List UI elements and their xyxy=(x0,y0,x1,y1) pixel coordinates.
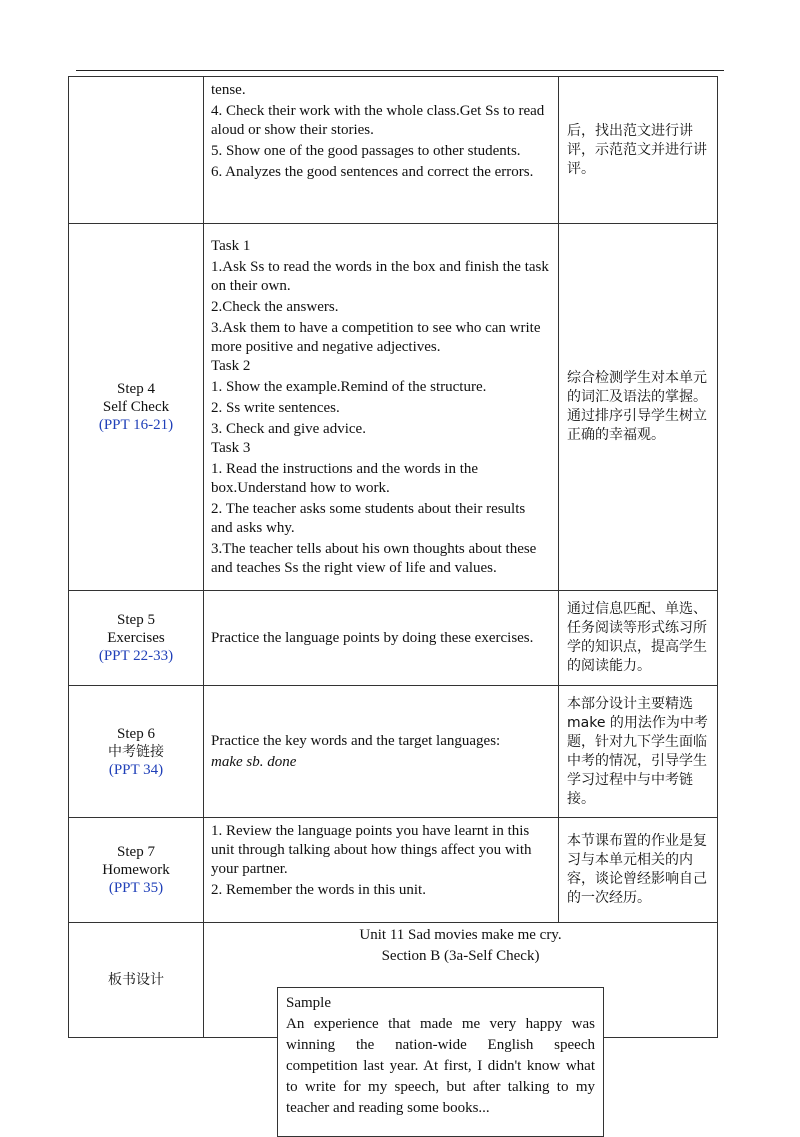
sample-text: An experience that made me very happy was winning the nation-wide English speech competition last year. At first, I didn't know what to write for my speech, but after talking to my teacher and reading some books... xyxy=(286,1016,595,1116)
board-label-cell xyxy=(69,923,204,1038)
step-cell xyxy=(69,224,204,591)
sample-heading: Sample xyxy=(286,995,331,1011)
process-line: 3. Check and give advice. xyxy=(211,420,366,437)
intent-cell: 通过信息匹配、单选、任务阅读等形式练习所学的知识点，提高学生的阅读能力。 xyxy=(559,591,718,686)
step-title: Step 4 xyxy=(117,381,155,397)
table-row-step-7 xyxy=(69,818,718,923)
step-subtitle: 中考链接 xyxy=(108,743,164,760)
task-heading: Task 3 xyxy=(211,439,251,456)
step-subtitle: Exercises xyxy=(107,630,165,646)
process-cell xyxy=(204,224,559,591)
process-line: 2. The teacher asks some students about their results and asks why. xyxy=(211,500,526,536)
table-row-continuation xyxy=(69,77,718,224)
intent-cell: 本部分设计主要精选 make 的用法作为中考题，针对九下学生面临中考的情况，引导学生学习过程中与中考链接。 xyxy=(559,686,718,818)
process-line: 1. Read the instructions and the words in the box.Understand how to work. xyxy=(211,460,479,496)
step-title: Step 5 xyxy=(117,612,155,628)
table-row-step-5 xyxy=(69,591,718,686)
process-cell xyxy=(204,77,559,224)
step-title: Step 6 xyxy=(117,725,155,742)
lesson-plan-table xyxy=(68,76,718,1038)
step-subtitle: Self Check xyxy=(102,399,170,415)
step-cell xyxy=(69,591,204,686)
process-line: tense. xyxy=(211,82,246,98)
step-cell xyxy=(69,818,204,923)
task-heading: Task 2 xyxy=(211,357,251,374)
process-cell xyxy=(204,686,559,818)
intent-cell: 综合检测学生对本单元的词汇及语法的掌握。通过排序引导学生树立正确的幸福观。 xyxy=(559,224,718,591)
step-ppt-range: (PPT 34) xyxy=(108,761,164,778)
process-line: Practice the key words and the target languages: xyxy=(211,732,501,749)
step-cell xyxy=(69,77,204,224)
table-row-step-4 xyxy=(69,224,718,591)
header-rule xyxy=(76,70,724,71)
process-line: 3.The teacher tells about his own thoughts about these and teaches Ss the right view of life and values. xyxy=(211,540,537,576)
board-title-line2: Section B (3a-Self Check) xyxy=(381,948,540,964)
process-line: 1. Show the example.Remind of the structure. xyxy=(211,378,487,395)
step-cell xyxy=(69,686,204,818)
table-row-step-6 xyxy=(69,686,718,818)
process-line: 5. Show one of the good passages to other students. xyxy=(211,143,521,159)
process-line: 1. Review the language points you have learnt in this unit through talking about how things affect you with your partner. xyxy=(211,823,532,877)
process-line: 3.Ask them to have a competition to see who can write more positive and negative adjectives. xyxy=(211,319,541,355)
process-line: 2. Remember the words in this unit. xyxy=(211,882,426,898)
process-line: 1.Ask Ss to read the words in the box and finish the task on their own. xyxy=(211,258,549,294)
target-language: make sb. done xyxy=(211,753,297,770)
process-line: 2.Check the answers. xyxy=(211,298,339,315)
board-label: 板书设计 xyxy=(108,972,164,988)
step-title: Step 7 xyxy=(117,844,155,860)
step-ppt-range: (PPT 22-33) xyxy=(98,648,174,664)
process-line: 4. Check their work with the whole class.Get Ss to read aloud or show their stories. xyxy=(211,103,545,138)
process-cell xyxy=(204,818,559,923)
task-heading: Task 1 xyxy=(211,237,251,254)
step-ppt-range: (PPT 35) xyxy=(108,880,164,896)
sample-box xyxy=(277,987,604,1137)
process-cell xyxy=(204,591,559,686)
process-line: 2. Ss write sentences. xyxy=(211,399,340,416)
step-subtitle: Homework xyxy=(102,862,170,878)
process-line: Practice the language points by doing these exercises. xyxy=(211,629,534,646)
step-ppt-range: (PPT 16-21) xyxy=(98,417,174,433)
process-line: 6. Analyzes the good sentences and correct the errors. xyxy=(211,164,534,180)
intent-cell: 本节课布置的作业是复习与本单元相关的内容，谈论曾经影响自己的一次经历。 xyxy=(559,818,718,923)
board-title-line1: Unit 11 Sad movies make me cry. xyxy=(359,927,562,943)
intent-cell: 后，找出范文进行讲评，示范范文并进行讲评。 xyxy=(559,77,718,224)
